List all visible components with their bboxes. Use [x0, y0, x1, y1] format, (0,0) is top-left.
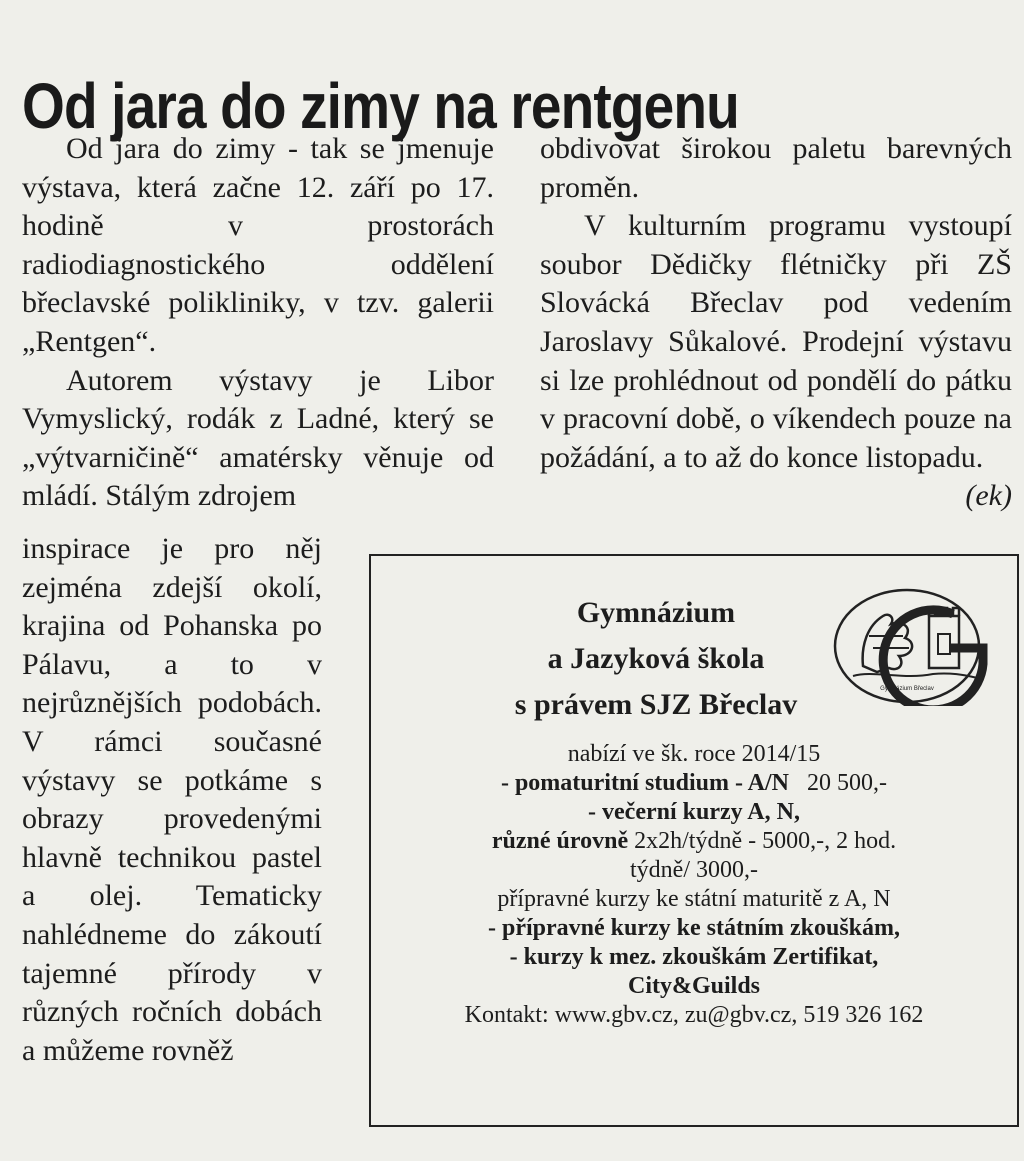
- right-column: [540, 130, 1012, 516]
- school-logo: [833, 586, 998, 706]
- contact-line: Kontakt: www.gbv.cz, zu@gbv.cz, 519 326 162: [464, 1002, 924, 1028]
- signature-line: [540, 477, 1012, 516]
- article-signature: (ek): [965, 479, 1012, 513]
- paragraph-intro: Od jara do zimy - tak se jmenuje výstava, která začne 12. září po 17. hodině v prostorách radiodiagnostického oddělení břeclavské polikliniky, v tzv. galerii „Rentgen“.: [22, 132, 494, 358]
- paragraph-inspiration: inspirace je pro něj zejména zdejší okolí, krajina od Pohanska po Pálavu, a to v nejrůznějších podobách. V rámci současné výstavy se potkáme s obrazy provedenými hlavně technikou pastel a olej. Tematicky nahlédneme do zákoutí tajemné přírody v různých ročních dobách a můžeme rovněž: [22, 532, 322, 1067]
- offer-item: - pomaturitní studium - A/N 20 500,-: [500, 770, 888, 796]
- school-name-line: s právem SJZ Břeclav: [514, 688, 798, 721]
- offer-item: City&Guilds: [627, 973, 761, 999]
- offer-item: - večerní kurzy A, N,: [588, 799, 800, 825]
- left-narrow-column: [22, 530, 322, 1070]
- offer-item: - kurzy k mez. zkouškám Zertifikat,: [509, 944, 879, 970]
- paragraph-program: V kulturním programu vystoupí soubor Dědičky flétničky při ZŠ Slovácká Břeclav pod vedením Jaroslavy Sůkalové. Prodejní výstavu si lze prohlédnout od pondělí do pátku v pracovní době, o víkendech pouze na požádání, a to až do konce listopadu.: [540, 209, 1012, 474]
- school-name-line: Gymnázium: [576, 596, 736, 629]
- logo-caption: Gymnázium Břeclav: [880, 686, 934, 692]
- paragraph-colors: obdivovat širokou paletu barevných proměn.: [540, 132, 1012, 204]
- article-headline: Od jara do zimy na rentgenu: [22, 69, 739, 142]
- school-name-line: a Jazyková škola: [547, 642, 765, 675]
- paragraph-author: Autorem výstavy je Libor Vymyslický, rodák z Ladné, který se „výtvarničině“ amatérsky věnuje od mládí. Stálým zdrojem: [22, 363, 494, 513]
- offer-item: různé úrovně 2x2h/týdně - 5000,-, 2 hod.: [491, 828, 897, 854]
- offer-item: - přípravné kurzy ke státním zkouškám,: [487, 915, 901, 941]
- offer-item: přípravné kurzy ke státní maturitě z A, N: [497, 886, 891, 912]
- offer-intro: nabízí ve šk. roce 2014/15: [567, 741, 821, 767]
- offer-list: [371, 740, 1017, 1030]
- left-column: [22, 130, 494, 516]
- school-advertisement: [369, 554, 1019, 1127]
- offer-item: týdně/ 3000,-: [630, 857, 758, 883]
